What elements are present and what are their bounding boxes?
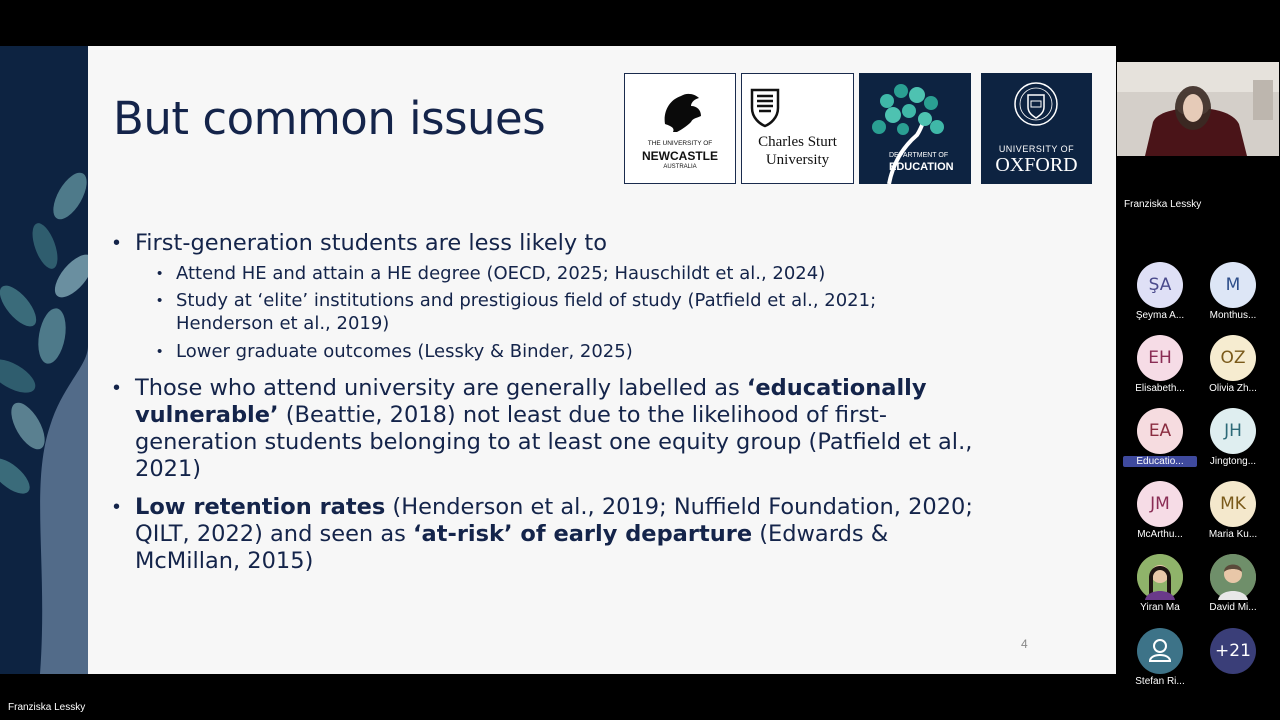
doe-logo-text-2: EDUCATION [889, 161, 954, 173]
university-of-oxford-logo [981, 73, 1092, 184]
horse-head-icon [625, 82, 737, 142]
bullet-3-line1 [135, 494, 973, 521]
participant-avatar[interactable]: OZ [1210, 335, 1256, 381]
participant-avatar[interactable]: JM [1137, 481, 1183, 527]
participant-avatar[interactable]: MK [1210, 481, 1256, 527]
bullet-3-emphasis: Low retention rates [135, 494, 386, 520]
slide-title: But common issues [113, 92, 546, 145]
bullet-1-2-line2: Henderson et al., 2019) [176, 313, 390, 334]
bullet-3-emphasis-2: ‘at-risk’ of early departure [413, 521, 753, 547]
bullet-dot-icon: • [113, 377, 121, 399]
bullet-dot-icon: • [113, 232, 121, 254]
participant-name: McArthu... [1137, 529, 1183, 540]
participant-avatar[interactable]: +21 [1210, 628, 1256, 674]
participant-name: Stefan Ri... [1135, 676, 1185, 687]
bullet-2-emphasis: ‘educationally [746, 375, 927, 401]
participant-photo [1137, 554, 1183, 600]
bullet-2-line1 [135, 375, 927, 402]
bullet-2-line3: generation students belonging to at least one equity group (Patfield et al., [135, 429, 973, 455]
participant-name: Jingtong... [1209, 456, 1257, 467]
person-icon [1137, 628, 1183, 674]
doe-logo-text-1: DEPARTMENT OF [889, 152, 949, 159]
oxford-crest-icon [1011, 77, 1061, 137]
participant-name: Maria Ku... [1208, 529, 1258, 540]
bullet-dot-icon: • [157, 265, 163, 282]
bullet-1-3: Lower graduate outcomes (Lessky & Binder, 2025) [176, 341, 633, 362]
participant-name: Yiran Ma [1140, 602, 1180, 613]
bullet-dot-icon: • [113, 496, 121, 518]
participant-avatar[interactable]: ŞA [1137, 262, 1183, 308]
bullet-1: First-generation students are less likely to [135, 230, 607, 256]
speaker-name: Franziska Lessky [1124, 199, 1202, 210]
department-of-education-logo [859, 73, 971, 184]
bullet-3-text-2: QILT, 2022) and seen as [135, 521, 413, 547]
participant-avatar[interactable] [1210, 554, 1256, 600]
participant-photo [1210, 554, 1256, 600]
bullet-dot-icon: • [157, 343, 163, 360]
oxford-logo-text-2: OXFORD [995, 154, 1078, 176]
newcastle-logo-text-1: THE UNIVERSITY OF [647, 140, 713, 147]
bullet-dot-icon: • [157, 292, 163, 309]
oxford-logo-text-1: UNIVERSITY OF [998, 144, 1075, 154]
bullet-2-emphasis-2: vulnerable’ [135, 402, 279, 428]
slide-page-number: 4 [1021, 637, 1028, 651]
csu-logo-text-1: Charles Sturt [758, 134, 837, 150]
speaker-video-feed [1117, 62, 1279, 156]
newcastle-logo-text-3: AUSTRALIA [663, 164, 697, 170]
bullet-2-text-2: (Beattie, 2018) not least due to the likelihood of first- [278, 402, 887, 428]
speaker-video-tile[interactable] [1117, 62, 1279, 156]
participant-name: David Mi... [1209, 602, 1257, 613]
bullet-3-text-3: (Edwards & [752, 521, 889, 547]
participant-avatar[interactable]: EA [1137, 408, 1183, 454]
participant-name: Monthus... [1209, 310, 1257, 321]
bullet-2-line2 [135, 402, 887, 429]
participant-avatar[interactable]: JH [1210, 408, 1256, 454]
participant-name: Elisabeth... [1135, 383, 1185, 394]
participant-name: Olivia Zh... [1209, 383, 1257, 394]
bullet-2-line4: 2021) [135, 456, 202, 482]
bullet-1-1: Attend HE and attain a HE degree (OECD, 2025; Hauschildt et al., 2024) [176, 263, 826, 284]
university-of-newcastle-logo [624, 73, 736, 184]
shield-icon [748, 86, 788, 128]
participant-name: Şeyma A... [1135, 310, 1185, 321]
participant-avatar[interactable] [1137, 554, 1183, 600]
participant-name: Educatio... [1123, 456, 1197, 467]
csu-logo-text-2: University [765, 152, 830, 168]
screen-share-presenter-name: Franziska Lessky [8, 702, 86, 713]
participant-avatar[interactable] [1137, 628, 1183, 674]
participant-avatar[interactable]: M [1210, 262, 1256, 308]
bullet-3-text: (Henderson et al., 2019; Nuffield Foundation, 2020; [385, 494, 973, 520]
participant-avatar[interactable]: EH [1137, 335, 1183, 381]
bullet-1-2-line1: Study at ‘elite’ institutions and prestigious field of study (Patfield et al., 2021; [176, 290, 877, 311]
charles-sturt-university-logo [741, 73, 854, 184]
bullet-2-text: Those who attend university are generally labelled as [135, 375, 747, 401]
tree-decoration [0, 46, 88, 674]
slide-side-band [0, 46, 88, 674]
bullet-3-line3: McMillan, 2015) [135, 548, 314, 574]
newcastle-logo-text-2: NEWCASTLE [642, 149, 718, 163]
shared-slide [0, 46, 1116, 674]
bullet-3-line2 [135, 521, 888, 548]
